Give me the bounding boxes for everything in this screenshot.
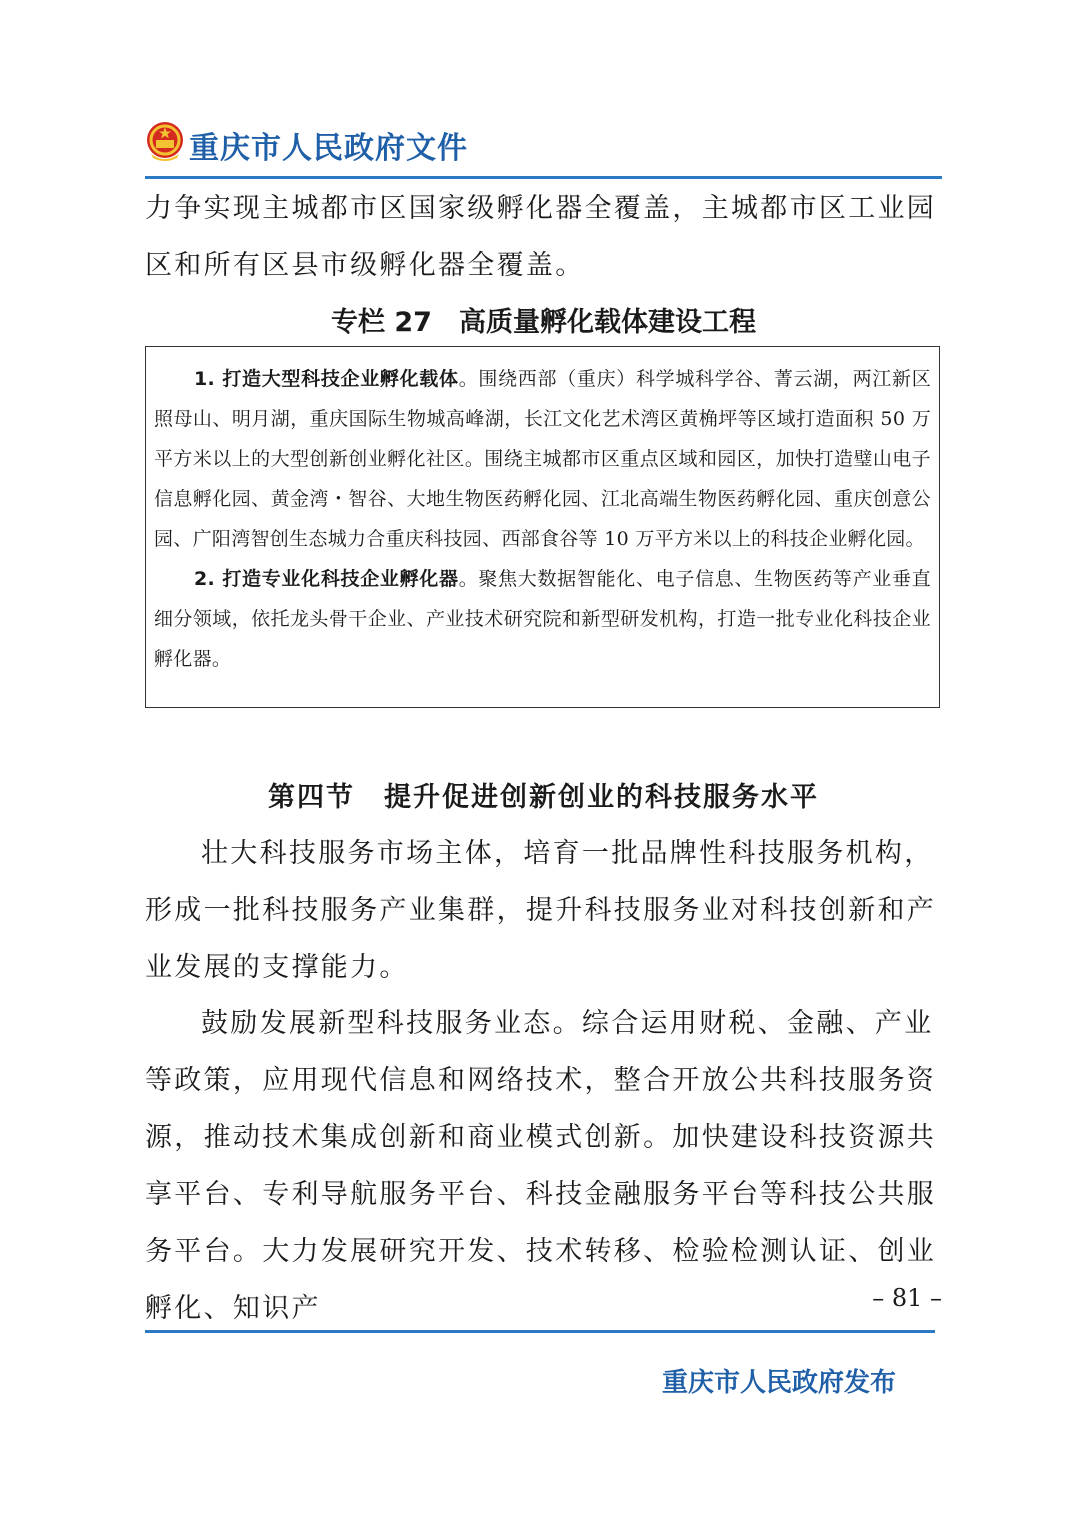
box-item [154,359,931,559]
box-item-text: 。聚焦大数据智能化、电子信息、生物医药等产业垂直细分领域，依托龙头骨干企业、产业技术研究院和新型研发机构，打造一批专业化科技企业孵化器。 [154,568,931,670]
section-paragraph: 壮大科技服务市场主体，培育一批品牌性科技服务机构，形成一批科技服务产业集群，提升科技服务业对科技创新和产业发展的支撑能力。 [145,838,937,983]
section-heading: 第四节 提升促进创新创业的科技服务水平 [268,782,819,813]
box-item-text: 。围绕西部（重庆）科学城科学谷、菁云湖，两江新区照母山、明月湖，重庆国际生物城高峰湖，长江文化艺术湾区黄桷坪等区域打造面积 50 万平方米以上的大型创新创业孵化社区。围绕主城都市区重点区域和园区，加快打造璧山电子信息孵化园、黄金湾・智谷、大地生物医药孵化园、江北高端生物医药孵化园、重庆创意公园、广阳湾智创生态城力合重庆科技园、西部食谷等 10 万平方米以上的科技企业孵化园。 [154,368,931,550]
intro-paragraph: 力争实现主城都市区国家级孵化器全覆盖，主城都市区工业园区和所有区县市级孵化器全覆盖。 [145,193,937,281]
header-title: 重庆市人民政府文件 [189,131,468,166]
header-divider [145,176,942,179]
page-number: – 81 – [872,1284,942,1312]
box-title: 专栏 27 高质量孵化载体建设工程 [331,307,756,338]
section-paragraph: 鼓励发展新型科技服务业态。综合运用财税、金融、产业等政策，应用现代信息和网络技术，整合开放公共科技服务资源，推动技术集成创新和商业模式创新。加快建设科技资源共享平台、专利导航服务平台、科技金融服务平台等科技公共服务平台。大力发展研究开发、技术转移、检验检测认证、创业孵化、知识产 [145,1008,937,1324]
feature-box [145,346,940,708]
footer-publisher: 重庆市人民政府发布 [662,1368,897,1398]
box-item-lead: 1. 打造大型科技企业孵化载体 [194,368,459,390]
footer-divider [145,1330,935,1333]
document-header [145,118,942,178]
box-item-lead: 2. 打造专业化科技企业孵化器 [194,568,459,590]
national-emblem-icon [145,120,185,162]
box-item [154,559,931,679]
